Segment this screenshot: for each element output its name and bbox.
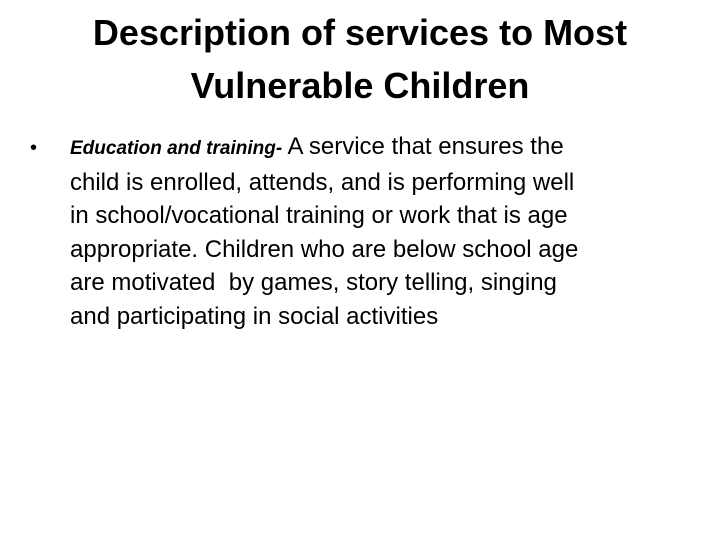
bullet-line-3: in school/vocational training or work that is age (70, 202, 568, 229)
bullet-line-4: appropriate. Children who are below school age (70, 235, 579, 263)
bullet-line-5: are motivated by games, story telling, singing (70, 269, 557, 296)
title-line-2: Vulnerable Children (190, 65, 530, 106)
bullet-line-2: child is enrolled, attends, and is performing well (70, 168, 575, 196)
bullet-marker: • (30, 137, 38, 159)
bullet-list (30, 130, 680, 333)
bullet-text-line-1: A service that ensures the (282, 133, 564, 160)
bullet-line-6: and participating in social activities (70, 302, 439, 330)
bullet-lead-text: Education and training- (70, 138, 283, 159)
bullet-line-1 (70, 130, 680, 166)
slide-title (20, 6, 700, 112)
title-line-1: Description of services to Most (92, 12, 628, 53)
bullet-item-education (30, 130, 680, 333)
